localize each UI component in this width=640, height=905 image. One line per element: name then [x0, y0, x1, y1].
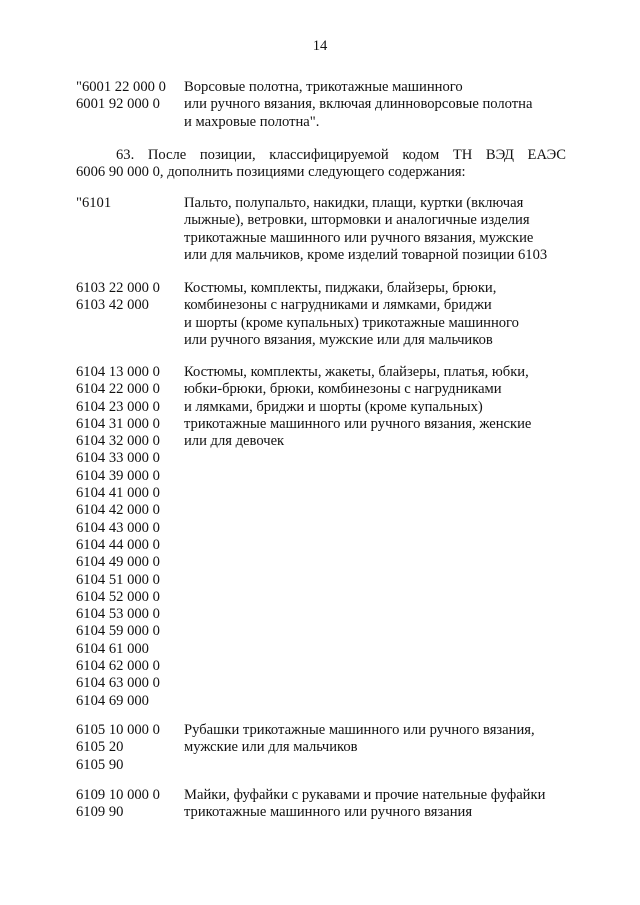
- tariff-code: 6104 49 000 0: [76, 554, 160, 571]
- tariff-code: 6104 59 000 0: [76, 623, 160, 640]
- entry-description: [184, 79, 566, 131]
- tariff-code: 6103 22 000 0: [76, 280, 160, 296]
- entry-description: [184, 280, 566, 349]
- tariff-code: 6105 10 000 0: [76, 722, 160, 738]
- tariff-code: 6105 20: [76, 739, 124, 756]
- entry-codes: [76, 195, 184, 212]
- description-line: трикотажные машинного или ручного вязания, мужские: [184, 229, 534, 246]
- description-line: лыжные), ветровки, штормовки и аналогичные изделия: [184, 212, 530, 229]
- tariff-code: 6105 90: [76, 756, 124, 773]
- description-line: или ручного вязания, включая длинноворсовые полотна: [184, 96, 533, 113]
- entry-description: [184, 364, 566, 450]
- tariff-code: 6001 92 000 0: [76, 96, 160, 113]
- paragraph-line: 6006 90 000 0, дополнить позициями следующего содержания:: [76, 164, 466, 181]
- description-line: Ворсовые полотна, трикотажные машинного: [184, 79, 463, 95]
- description-line: или для мальчиков, кроме изделий товарной позиции 6103: [184, 246, 548, 263]
- description-line: и шорты (кроме купальных) трикотажные машинного: [184, 314, 519, 331]
- entry-codes: [76, 722, 184, 774]
- description-line: Костюмы, комплекты, пиджаки, блайзеры, брюки,: [184, 280, 497, 296]
- tariff-code: 6104 41 000 0: [76, 485, 160, 502]
- tariff-code: 6104 69 000: [76, 692, 149, 709]
- description-line: или для девочек: [184, 433, 285, 450]
- tariff-code: 6104 44 000 0: [76, 536, 160, 553]
- tariff-code: 6104 63 000 0: [76, 675, 160, 692]
- amendment-paragraph: [76, 147, 566, 182]
- description-line: Пальто, полупальто, накидки, плащи, куртки (включая: [184, 195, 524, 211]
- entry-codes: [76, 79, 184, 114]
- description-line: мужские или для мальчиков: [184, 739, 358, 756]
- description-line: юбки-брюки, брюки, комбинезоны с нагрудниками: [184, 381, 502, 398]
- tariff-code: 6104 61 000: [76, 640, 149, 657]
- description-line: комбинезоны с нагрудниками и лямками, бриджи: [184, 297, 492, 314]
- entry-description: [184, 195, 566, 264]
- tariff-code: 6104 42 000 0: [76, 502, 160, 519]
- tariff-code: 6104 23 000 0: [76, 398, 160, 415]
- entry-codes: [76, 364, 184, 710]
- tariff-code: 6104 32 000 0: [76, 433, 160, 450]
- page-number: 14: [312, 38, 328, 54]
- tariff-code: 6104 33 000 0: [76, 450, 160, 467]
- entry-description: [184, 787, 566, 822]
- tariff-code: "6001 22 000 0: [76, 79, 166, 95]
- description-line: и лямками, бриджи и шорты (кроме купальных): [184, 398, 483, 415]
- tariff-code: 6104 52 000 0: [76, 588, 160, 605]
- description-line: трикотажные машинного или ручного вязания: [184, 804, 473, 821]
- tariff-code: 6104 51 000 0: [76, 571, 160, 588]
- tariff-code: 6104 31 000 0: [76, 415, 160, 432]
- tariff-code: 6104 13 000 0: [76, 364, 160, 380]
- paragraph-line: 63. После позиции, классифицируемой кодом ТН ВЭД ЕАЭС: [116, 147, 566, 163]
- description-line: трикотажные машинного или ручного вязания, женские: [184, 415, 532, 432]
- tariff-code: 6104 43 000 0: [76, 519, 160, 536]
- description-line: Майки, фуфайки с рукавами и прочие нательные фуфайки: [184, 787, 546, 803]
- tariff-code: 6103 42 000: [76, 297, 149, 314]
- tariff-code: 6104 53 000 0: [76, 606, 160, 623]
- entry-codes: [76, 280, 184, 315]
- entry-codes: [76, 787, 184, 822]
- tariff-code: 6104 22 000 0: [76, 381, 160, 398]
- description-line: или ручного вязания, мужские или для мальчиков: [184, 331, 493, 348]
- tariff-code: 6109 90: [76, 804, 124, 821]
- tariff-code: 6104 39 000 0: [76, 467, 160, 484]
- entry-description: [184, 722, 566, 757]
- tariff-code: "6101: [76, 195, 112, 211]
- tariff-code: 6109 10 000 0: [76, 787, 160, 803]
- description-line: и махровые полотна".: [184, 113, 320, 130]
- description-line: Костюмы, комплекты, жакеты, блайзеры, платья, юбки,: [184, 364, 529, 380]
- tariff-code: 6104 62 000 0: [76, 658, 160, 675]
- description-line: Рубашки трикотажные машинного или ручного вязания,: [184, 722, 535, 738]
